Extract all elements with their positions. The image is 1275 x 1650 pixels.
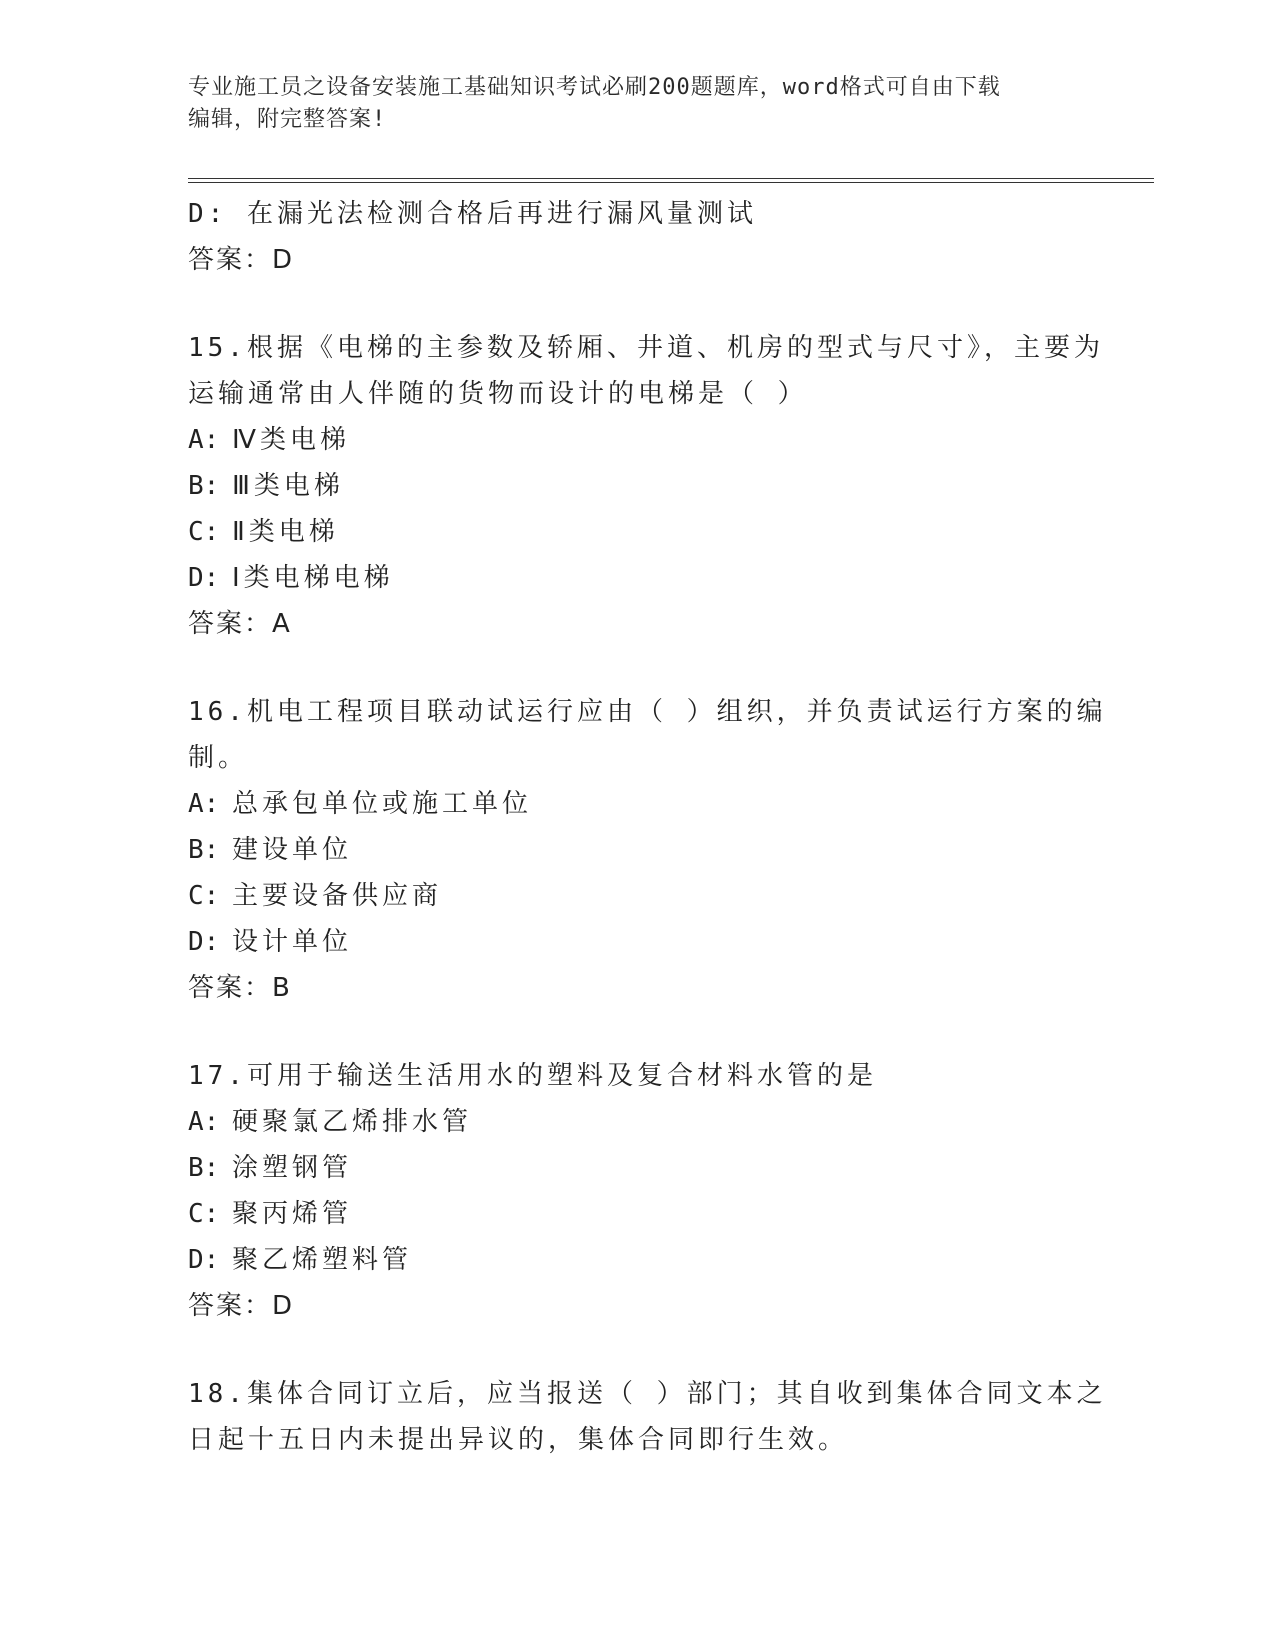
- answer-line: [188, 601, 1088, 647]
- question-stem-line-1: 16.机电工程项目联动试运行应由（ ）组织，并负责试运行方案的编: [188, 697, 1107, 727]
- header-divider: [188, 178, 1154, 183]
- option-text: Ⅰ类电梯电梯: [232, 563, 394, 593]
- option-text: Ⅳ类电梯: [232, 425, 350, 455]
- question-18: [188, 1371, 1107, 1463]
- answer-label: 答案：: [188, 1291, 273, 1321]
- option-d: D: 在漏光法检测合格后再进行漏风量测试: [188, 199, 757, 229]
- answer-value: D: [272, 1291, 293, 1321]
- option-d: [188, 555, 1088, 601]
- option-text: 主要设备供应商: [232, 881, 443, 911]
- option-text: Ⅱ类电梯: [232, 517, 339, 547]
- option-text: 聚乙烯塑料管: [232, 1245, 413, 1275]
- option-letter: B:: [188, 835, 220, 865]
- option-a: [188, 1099, 1088, 1145]
- answer-line: [188, 1283, 1088, 1329]
- option-c: [188, 509, 1088, 555]
- document-header: [188, 72, 1088, 136]
- option-b: [188, 827, 1088, 873]
- option-letter: B:: [188, 1153, 220, 1183]
- option-d: [188, 1237, 1088, 1283]
- option-c: [188, 873, 1088, 919]
- option-letter: D:: [188, 1245, 220, 1275]
- question-17: [188, 1053, 1088, 1329]
- question-stem-line-2: 日起十五日内未提出异议的，集体合同即行生效。: [188, 1425, 849, 1455]
- header-title-line-1: 专业施工员之设备安装施工基础知识考试必刷200题题库，word格式可自由下载: [188, 75, 1001, 100]
- option-text: 硬聚氯乙烯排水管: [232, 1107, 473, 1137]
- option-c: [188, 1191, 1088, 1237]
- option-a: [188, 417, 1088, 463]
- option-letter: A:: [188, 789, 220, 819]
- document-body: [188, 191, 1107, 1463]
- option-text: 总承包单位或施工单位: [232, 789, 533, 819]
- header-title-line-2: 编辑，附完整答案!: [188, 107, 387, 132]
- question-stem-line-1: 18.集体合同订立后，应当报送（ ）部门；其自收到集体合同文本之: [188, 1379, 1107, 1409]
- option-text: 建设单位: [232, 835, 353, 865]
- option-d: [188, 919, 1088, 965]
- answer-line: [188, 237, 1088, 283]
- option-b: [188, 1145, 1088, 1191]
- question-stem-line-1: 15.根据《电梯的主参数及轿厢、井道、机房的型式与尺寸》，主要为: [188, 333, 1104, 363]
- question-stem-line-2: 制。: [188, 743, 249, 773]
- answer-label: 答案：: [188, 245, 273, 275]
- answer-label: 答案：: [188, 609, 273, 639]
- option-a: [188, 781, 1088, 827]
- option-letter: A:: [188, 425, 220, 455]
- question-16: [188, 689, 1107, 1011]
- question-stem-line-2: 运输通常由人伴随的货物而设计的电梯是（ ）: [188, 379, 808, 409]
- answer-value: B: [272, 973, 290, 1003]
- option-letter: A:: [188, 1107, 220, 1137]
- option-letter: C:: [188, 881, 220, 911]
- option-text: 设计单位: [232, 927, 353, 957]
- answer-label: 答案：: [188, 973, 273, 1003]
- answer-value: D: [272, 245, 293, 275]
- option-letter: D:: [188, 563, 220, 593]
- option-text: 聚丙烯管: [232, 1199, 353, 1229]
- option-letter: D:: [188, 927, 220, 957]
- option-text: Ⅲ类电梯: [232, 471, 344, 501]
- question-stem-line-1: 17.可用于输送生活用水的塑料及复合材料水管的是: [188, 1061, 877, 1091]
- option-letter: C:: [188, 517, 220, 547]
- question-15: [188, 325, 1104, 647]
- question-14-tail: [188, 191, 1088, 283]
- option-letter: C:: [188, 1199, 220, 1229]
- option-b: [188, 463, 1088, 509]
- answer-value: A: [272, 609, 290, 639]
- option-text: 涂塑钢管: [232, 1153, 353, 1183]
- answer-line: [188, 965, 1088, 1011]
- option-letter: B:: [188, 471, 220, 501]
